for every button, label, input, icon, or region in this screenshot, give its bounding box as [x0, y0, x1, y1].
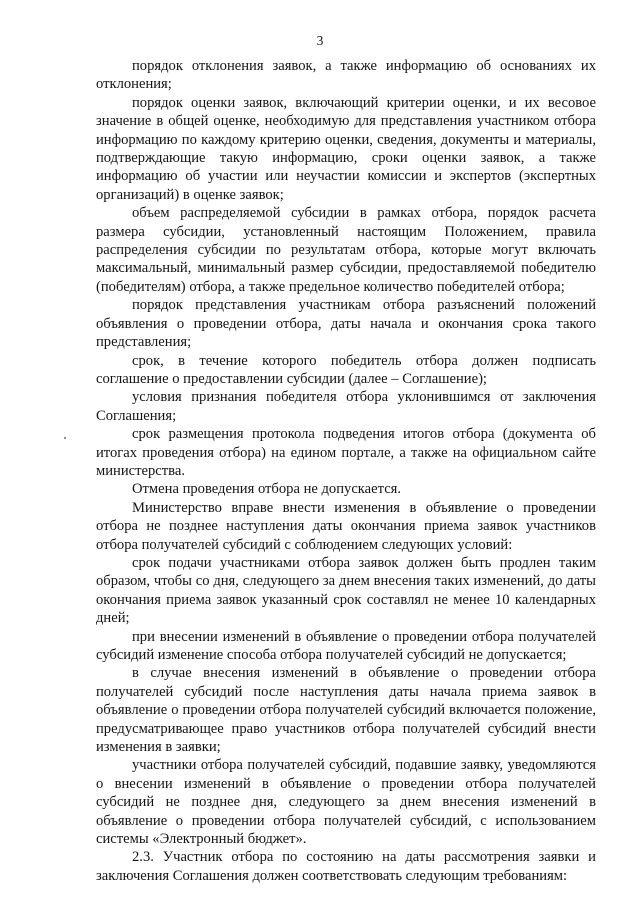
paragraph-evasion-conditions: условия признания победителя отбора уклонившимся от заключения Соглашения; — [96, 389, 596, 424]
paragraph-protocol-publication: срок размещения протокола подведения итогов отбора (документа об итогах проведения отбора) на едином портале, а также на официальном сайте министерства. — [96, 426, 596, 479]
paragraph-method-unchanged: при внесении изменений в объявление о проведении отбора получателей субсидий изменение способа отбора получателей субсидий не допускается; — [96, 628, 596, 663]
paragraph-evaluation-procedure: порядок оценки заявок, включающий критерии оценки, и их весовое значение в общей оценке, необходимую для представления участником отбора информацию по каждому критерию оценки, сведения, документы и материалы, подтверждающие такую информацию, сроки оценки заявок, а также информацию об участии или неучастии комиссии и экспертов (экспертных организаций) в оценке заявок; — [96, 94, 596, 203]
paragraph-clarifications: порядок представления участникам отбора разъяснений положений объявления о проведении отбора, даты начала и окончания срока такого представления; — [96, 297, 596, 351]
paragraph-deadline-extension: срок подачи участниками отбора заявок должен быть продлен таким образом, чтобы со дня, следующего за днем внесения таких изменений, до даты окончания приема заявок указанный срок составлял не менее 10 календарных дней; — [96, 554, 596, 627]
paragraph-notification: участники отбора получателей субсидий, подавшие заявку, уведомляются о внесении изменений в объявление о проведении отбора получателей субсидий не позднее дня, следующего за днем внесения изменений в объявление о проведении отбора получателей субсидий, с использованием системы «Электронный бюджет». — [96, 757, 596, 848]
paragraph-signing-deadline: срок, в течение которого победитель отбора должен подписать соглашение о предоставлении субсидии (далее – Соглашение); — [96, 352, 596, 387]
paragraph-amendments: Министерство вправе внести изменения в объявление о проведении отбора не позднее наступления даты окончания приема заявок участников отбора получателей субсидий с соблюдением следующих условий: — [96, 499, 596, 553]
page-number: 3 — [316, 33, 324, 48]
scan-speck — [64, 437, 66, 439]
document-body — [96, 57, 596, 885]
paragraph-late-amendments: в случае внесения изменений в объявление о проведении отбора получателей субсидий после наступления даты начала приема заявок в объявление о проведении отбора получателей субсидий включается положение, предусматривающее право участников отбора получателей субсидий внести изменения в заявки; — [96, 665, 596, 756]
paragraph-cancellation: Отмена проведения отбора не допускается. — [132, 481, 402, 498]
paragraph-rejection-procedure: порядок отклонения заявок, а также информацию об основаниях их отклонения; — [96, 58, 596, 93]
paragraph-section-2-3: 2.3. Участник отбора по состоянию на даты рассмотрения заявки и заключения Соглашения должен соответствовать следующим требованиям: — [96, 849, 596, 884]
paragraph-subsidy-volume: объем распределяемой субсидии в рамках отбора, порядок расчета размера субсидии, установленный настоящим Положением, правила распределения субсидии по результатам отбора, которые могут включать максимальный, минимальный размер субсидии, предоставляемой победителю (победителям) отбора, а также предельное количество победителей отбора; — [96, 205, 596, 295]
